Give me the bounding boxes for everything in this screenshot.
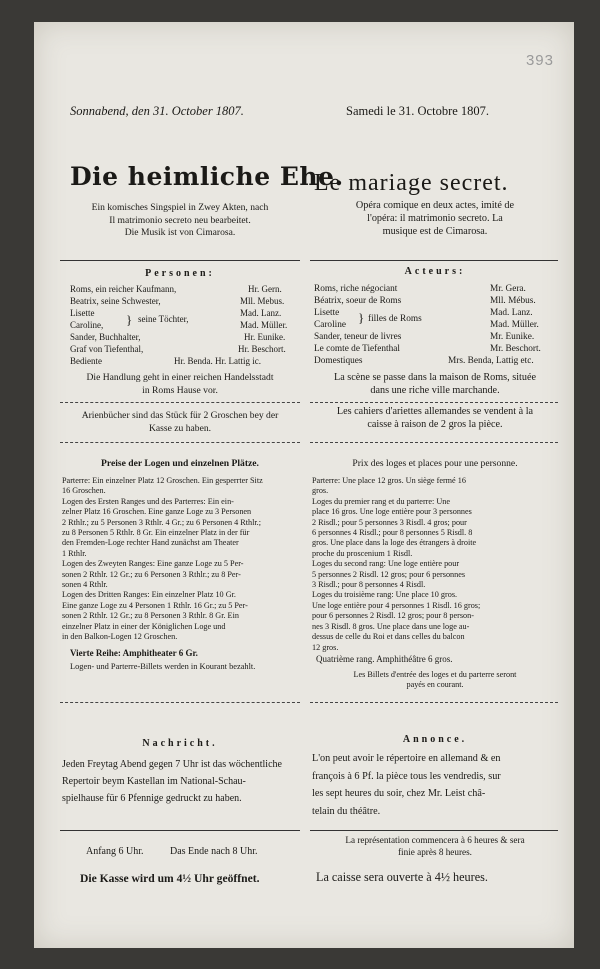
german-news-heading: Nachricht. (142, 738, 218, 749)
price-line: 6 personnes 4 Risdl.; pour 8 personnes 5 Risdl. 8 (312, 528, 473, 538)
german-end-time: Das Ende nach 8 Uhr. (170, 846, 258, 857)
german-date: Sonnabend, den 31. October 1807. (70, 104, 244, 118)
french-cast-heading: Acteurs: (404, 266, 466, 277)
note-line: Les Billets d'entrée des loges et du parterre seront (353, 670, 517, 679)
german-setting (62, 372, 298, 397)
subtitle-line: Die Musik ist von Cimarosa. (124, 227, 236, 239)
price-line: sonen 2 Rthlr. 12 Gr.; zu 8 Personen 3 Rthlr. 8 Gr. Ein (62, 611, 239, 621)
notice-line: Arienbücher sind das Stück für 2 Groschen bey der (81, 410, 279, 421)
price-line: 16 Groschen. (62, 486, 106, 496)
german-libretto-notice (62, 410, 298, 435)
note-line: payés en courant. (406, 680, 464, 690)
german-price-list (62, 476, 298, 643)
price-line: Logen des Ersten Ranges und des Parterres: Ein ein- (62, 496, 234, 506)
notice-line: Les cahiers d'ariettes allemandes se vendent à la (336, 406, 534, 417)
cast-role: Domestiques (314, 356, 363, 366)
cast-actor: Mll. Mébus. (490, 296, 536, 306)
divider (60, 830, 300, 831)
cast-role: Caroline, (70, 320, 104, 330)
german-cast-heading: Personen: (145, 268, 215, 279)
divider (310, 830, 558, 831)
news-line: françois à 6 Pf. la pièce tous les vendredis, sur (312, 770, 501, 782)
archive-number: 393 (525, 52, 554, 69)
cast-actor: Mll. Mebus. (240, 296, 285, 306)
brace: } (358, 310, 365, 325)
price-line: pour 6 personnes 2 Risdl. 12 gros; pour 8 person- (312, 611, 474, 621)
setting-line: Die Handlung geht in einer reichen Handelsstadt (86, 372, 274, 383)
cast-role: Bediente (70, 356, 102, 366)
cast-actor: Mr. Eunike. (490, 332, 535, 342)
brace: } (126, 312, 133, 327)
price-line: Loges du troisième rang: Une place 10 gros. (312, 590, 458, 600)
cast-role: Sander, teneur de livres (314, 332, 402, 342)
french-libretto-notice (312, 406, 558, 432)
divider (60, 402, 300, 403)
divider (60, 702, 300, 703)
cast-actor: Mr. Gera. (490, 284, 526, 294)
cast-actor: Hr. Beschort. (238, 344, 286, 354)
cast-role: Béatrix, soeur de Roms (314, 296, 402, 306)
cast-role: Le comte de Tiefenthal (314, 344, 400, 354)
notice-line: caisse à raison de 2 gros la pièce. (367, 418, 503, 430)
subtitle-line: musique est de Cimarosa. (382, 225, 488, 237)
french-price-list (312, 476, 558, 653)
price-line: Eine ganze Loge zu 4 Personen 1 Rthlr. 16 Gr.; zu 5 Per- (62, 600, 248, 610)
cast-role: Sander, Buchhalter, (70, 332, 141, 342)
daughters-label: seine Töchter, (138, 314, 189, 324)
french-news (312, 750, 558, 820)
german-currency-note: Logen- und Parterre-Billets werden in Kourant bezahlt. (70, 662, 256, 671)
german-news (62, 756, 298, 807)
french-currency-note (312, 670, 558, 691)
price-line: 5 personnes 2 Risdl. 12 gros; pour 6 personnes (312, 569, 466, 579)
subtitle-line: Opéra comique en deux actes, imité de (355, 200, 515, 211)
cast-role: Beatrix, seine Schwester, (70, 296, 161, 306)
price-line: zu 8 Personen 5 Rthlr. 8 Gr. Ein einzelner Platz in der für (62, 528, 250, 538)
daughters-label: filles de Roms (368, 314, 422, 324)
french-fourth-tier: Quatrième rang. Amphithéâtre 6 gros. (316, 654, 453, 664)
price-line: zelner Platz 16 Groschen. Eine ganze Loge zu 3 Personen (62, 507, 252, 517)
german-fourth-tier: Vierte Reihe: Amphitheater 6 Gr. (70, 648, 198, 658)
setting-line: in Roms Hause vor. (142, 384, 218, 396)
cast-actor: Mrs. Benda, Lattig etc. (448, 356, 534, 366)
divider (310, 260, 558, 261)
price-line: in den Balkon-Logen 12 Groschen. (62, 632, 178, 642)
price-line: dessus de celle du Roi et dans celles du balcon (312, 632, 465, 642)
subtitle-line: Ein komisches Singspiel in Zwey Akten, nach (91, 202, 269, 213)
price-line: sonen 2 Rthlr. 12 Gr.; zu 6 Personen 3 Rthlr.; zu 8 Per- (62, 569, 241, 579)
news-line: les sept heures du soir, chez Mr. Leist châ- (312, 788, 486, 799)
divider (60, 442, 300, 443)
cast-actor: Mad. Lanz. (240, 308, 282, 318)
playbill-sheet (34, 22, 574, 948)
price-line: place 16 gros. Une loge entière pour 3 personnes (312, 507, 472, 517)
french-date: Samedi le 31. Octobre 1807. (346, 104, 490, 118)
news-line: telain du théâtre. (312, 805, 381, 817)
price-line: gros. Une place dans la loge des étrangers à droite (312, 538, 477, 548)
cast-actor: Mad. Lanz. (490, 308, 533, 318)
cast-role: Caroline (314, 320, 347, 330)
cast-role: Lisette (70, 308, 95, 318)
news-line: L'on peut avoir le répertoire en allemand & en (312, 753, 501, 764)
price-line: gros. (312, 486, 329, 496)
price-line: Parterre: Une place 12 gros. Un siège fermé 16 (312, 476, 466, 485)
french-news-heading: Annonce. (402, 734, 468, 745)
divider (310, 442, 558, 443)
news-line: Repertoir beym Kastellan im National-Schau- (62, 776, 246, 787)
price-line: 1 Rthlr. (62, 548, 87, 558)
german-start-time: Anfang 6 Uhr. (86, 846, 144, 857)
subtitle-line: l'opéra: il matrimonio secreto. La (367, 212, 503, 224)
french-subtitle (312, 200, 558, 238)
french-prices-heading: Prix des loges et places pour une personne. (352, 458, 518, 469)
cast-role: Lisette (314, 308, 340, 318)
cast-actor: Mr. Beschort. (490, 344, 541, 354)
cast-actor: Hr. Eunike. (244, 332, 286, 342)
german-title: Die heimliche Ehe. (70, 162, 344, 191)
divider (310, 402, 558, 403)
price-line: Une loge entière pour 4 personnes 1 Risdl. 16 gros; (312, 600, 481, 610)
cast-actor: Mad. Müller. (240, 320, 288, 330)
cast-actor: Hr. Gern. (248, 284, 282, 294)
price-line: den Fremden-Loge rechter Hand zunächst am Theater (62, 538, 239, 548)
subtitle-line: Il matrimonio secreto neu bearbeitet. (109, 214, 251, 226)
price-line: einzelner Platz in einer der Königlichen Loge und (62, 621, 226, 631)
cast-actor: Mad. Müller. (490, 320, 539, 330)
time-line: La représentation commencera à 6 heures & sera (345, 835, 525, 845)
divider (310, 702, 558, 703)
setting-line: dans une riche ville marchande. (370, 384, 500, 396)
french-start-end (312, 834, 558, 858)
news-line: spielhause für 6 Pfennige gedruckt zu haben. (62, 793, 242, 804)
time-line: finie après 8 heures. (398, 847, 472, 857)
divider (60, 260, 300, 261)
cast-role: Graf von Tiefenthal, (70, 344, 144, 354)
news-line: Jeden Freytag Abend gegen 7 Uhr ist das wöchentliche (62, 759, 282, 770)
german-box-office: Die Kasse wird um 4½ Uhr geöffnet. (80, 872, 260, 885)
french-setting (312, 372, 558, 398)
notice-line: Kasse zu haben. (148, 422, 212, 434)
price-line: sonen 4 Rthlr. (62, 580, 108, 590)
price-line: Parterre: Ein einzelner Platz 12 Groschen. Ein gesperrter Sitz (62, 476, 263, 485)
cast-role: Roms, riche négociant (314, 284, 398, 294)
price-line: 12 gros. (312, 642, 339, 652)
setting-line: La scène se passe dans la maison de Roms, située (334, 372, 536, 383)
price-line: Logen des Zweyten Ranges: Eine ganze Loge zu 5 Per- (62, 559, 244, 569)
price-line: Loges du premier rang et du parterre: Une (312, 496, 450, 506)
cast-role: Roms, ein reicher Kaufmann, (70, 284, 177, 294)
german-prices-heading: Preise der Logen und einzelnen Plätze. (101, 458, 259, 469)
price-line: 2 Risdl.; pour 5 personnes 3 Risdl. 4 gros; pour (312, 517, 467, 527)
price-line: Loges du second rang: Une loge entière pour (312, 559, 460, 569)
price-line: Logen des Dritten Ranges: Ein einzelner Platz 10 Gr. (62, 590, 236, 600)
price-line: 2 Rthlr.; zu 5 Personen 3 Rthlr. 4 Gr.; zu 6 Personen 4 Rthlr.; (62, 517, 261, 527)
price-line: proche du proscenium 1 Risdl. (312, 548, 413, 558)
french-box-office: La caisse sera ouverte à 4½ heures. (316, 870, 488, 884)
price-line: 3 Risdl.; pour 8 personnes 4 Risdl. (312, 580, 426, 590)
french-title: Le mariage secret. (314, 170, 509, 196)
cast-actor: Hr. Benda. Hr. Lattig ic. (174, 356, 261, 366)
price-line: nes 3 Risdl. 8 gros. Une place dans une loge au- (312, 621, 470, 631)
german-subtitle (62, 202, 298, 240)
